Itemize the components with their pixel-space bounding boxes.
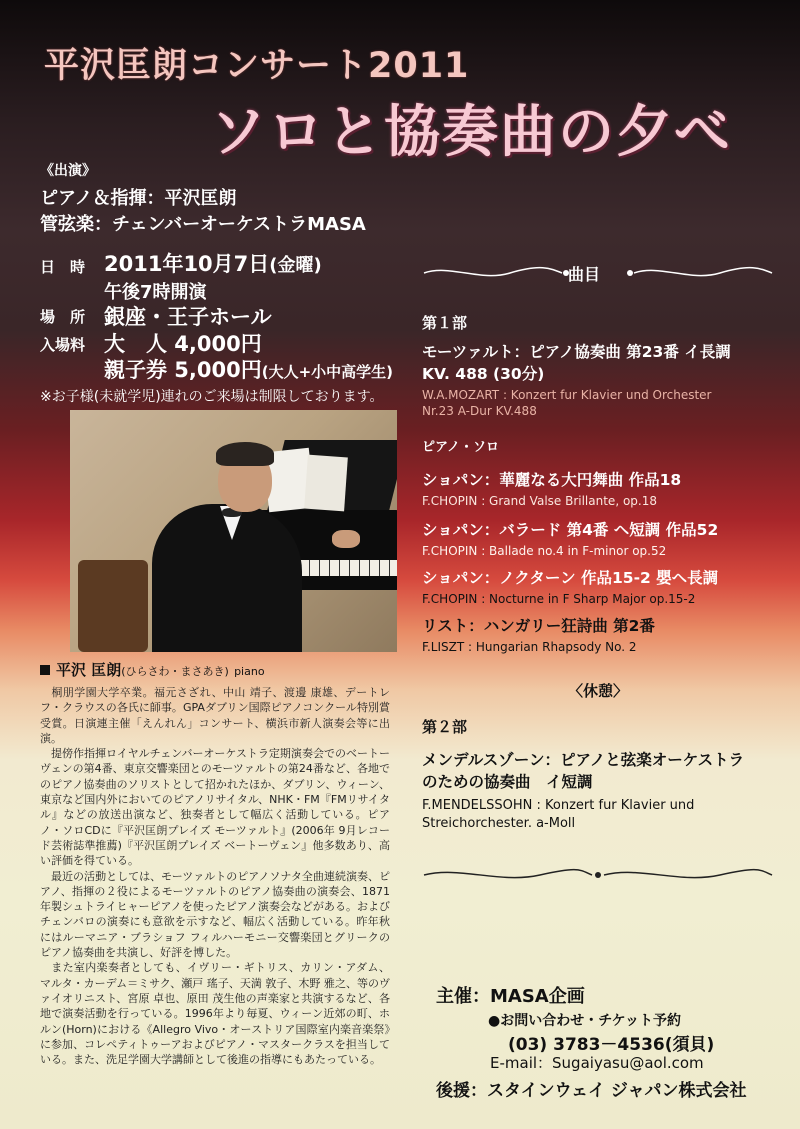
solo-work-1-roman: F.CHOPIN : Grand Valse Brillante, op.18 xyxy=(422,494,657,508)
fee-label: 入場料 xyxy=(40,336,86,354)
fee-adult: 大 人 4,000円 xyxy=(104,332,262,356)
concert-time: 午後7時開演 xyxy=(104,282,207,303)
sponsor: 後援：スタインウェイ ジャパン株式会社 xyxy=(436,1081,747,1101)
solo-work-4: リスト：ハンガリー狂詩曲 第2番 xyxy=(422,617,655,635)
concert-subtitle: ソロと協奏曲の夕べ xyxy=(210,99,732,165)
bio-text: 桐朋学園大学卒業。福元さざれ、中山 靖子、渡邊 康雄、デートレフ・クラウスの各氏に師事。GPAダブリン国際ピアノコンクール特別賞受賞。日演連主催「えんれん」コンサート、横浜市新人演奏会等に出演。 提傍作指揮ロイヤルチェンバーオーケストラ定期演奏会でのベートーヴェンの第4番、東京交響楽団とのモーツァルトの第24番など、各地でのピアノ協奏曲のソリストとして招かれたほか、ダブリン、ウィーン、東京など国内外においてのピアノリサイタル、NHK・FM『FMリサイタル』などの放送出演など、独奏者として幅広く活動している。ピアノ・ソロCDに『平沢匡朗プレイズ モーツァルト』(2006年 9月レコード芸術誌準推薦)『平沢匡朗プレイズ ベートーヴェン』他多数あり、高い評価を得ている。 最近の活動としては、モーツァルトのピアノソナタ全曲連続演奏、ピアノ、指揮の２役によるモーツァルトのピアノ協奏曲の演奏会、1871年製シュトライヒャーピアノを使ったピアノ演奏会などがある。およびチェンバロの演奏にも意欲を示すなど、幅広く活動している。昨年秋にはルーマニア・ブラショフ フィルハーモニー交響楽団とグリークのピアノ協奏曲を共演し、好評を博した。 また室内楽奏者としても、イヴリー・ギトリス、カリン・アダム、マルタ・カーデム＝ミサク、瀬戸 瑤子、天満 敦子、木野 雅之、等のヴァイオリニスト、宮原 卓也、原田 茂生他の声楽家と共演するなど、各地で演奏活動を行っている。1996年より毎夏、ウィーン近郊の町、ホルン(Horn)における《Allegro Vivo・オーストリア国際室内楽音楽祭》に参加、コレペティトゥーアおよびピアノ・マスタークラスを担当している。また、洗足学園大学講師として後進の指導にもあたっている。 xyxy=(40,686,390,1067)
p1-work-line1: モーツァルト：ピアノ協奏曲 第23番 イ長調 xyxy=(422,343,731,361)
p1-roman-line2: Nr.23 A-Dur KV.488 xyxy=(422,404,537,418)
solo-work-4-roman: F.LISZT : Hungarian Rhapsody No. 2 xyxy=(422,640,637,654)
contact-email: E-mail：Sugaiyasu@aol.com xyxy=(490,1054,704,1072)
part1-heading: 第１部 xyxy=(422,314,468,332)
solo-work-3: ショパン：ノクターン 作品15-2 嬰ヘ長調 xyxy=(422,569,719,587)
solo-work-3-roman: F.CHOPIN : Nocturne in F Sharp Major op.15-2 xyxy=(422,592,696,606)
bio-heading xyxy=(40,659,265,680)
performer-orchestra: 管弦楽：チェンバーオーケストラMASA xyxy=(40,214,366,235)
program-title: 曲目 xyxy=(568,265,601,284)
concert-weekday: (金曜) xyxy=(269,255,322,276)
p2-work-line1: メンデルスゾーン：ピアノと弦楽オーケストラ xyxy=(422,751,745,769)
contact-phone-name: (須貝) xyxy=(664,1035,715,1055)
solo-work-1: ショパン：華麗なる大円舞曲 作品18 xyxy=(422,471,682,489)
solo-work-2: ショパン：バラード 第4番 ヘ短調 作品52 xyxy=(422,521,719,539)
fee-family-note: (大人+小中高学生) xyxy=(261,363,394,381)
p2-roman-line2: Streichorchester. a-Moll xyxy=(422,816,576,831)
p2-work-line2: のための協奏曲 イ短調 xyxy=(422,773,593,791)
square-bullet-icon xyxy=(40,665,50,675)
performers-heading: 《出演》 xyxy=(40,163,96,179)
intermission: 〈休憩〉 xyxy=(568,682,629,700)
solo-work-2-roman: F.CHOPIN : Ballade no.4 in F-minor op.52 xyxy=(422,544,667,558)
bio-instrument: piano xyxy=(234,665,265,678)
child-notice: ※お子様(未就学児)連れのご来場は制限しております。 xyxy=(40,389,384,405)
concert-series-title: 平沢匡朗コンサート2011 xyxy=(44,46,470,86)
pianist-photo xyxy=(70,410,397,652)
date-block xyxy=(104,248,322,278)
fee-family-block xyxy=(104,354,393,384)
concert-date: 2011年10月7日 xyxy=(104,252,270,276)
bio-name: 平沢 匡朗 xyxy=(56,661,122,679)
photo-pianist-body xyxy=(152,504,302,652)
p1-work-line2: KV. 488 (30分) xyxy=(422,365,545,383)
bio-name-kana: (ひらさわ・まさあき) xyxy=(121,665,229,678)
p1-roman-line1: W.A.MOZART : Konzert fur Klavier und Orchester xyxy=(422,388,712,402)
date-label: 日 時 xyxy=(40,258,86,276)
solo-heading: ピアノ・ソロ xyxy=(422,440,499,455)
fee-family: 親子券 5,000円 xyxy=(104,358,262,382)
part2-heading: 第２部 xyxy=(422,718,468,736)
concert-venue: 銀座・王子ホール xyxy=(104,305,272,329)
organizer-host: 主催：MASA企画 xyxy=(436,986,585,1007)
contact-phone: (03) 3783－4536 xyxy=(508,1035,665,1055)
photo-sheet-music-2 xyxy=(304,455,348,512)
contact-heading: ●お問い合わせ・チケット予約 xyxy=(488,1013,681,1029)
performer-piano-conductor: ピアノ＆指揮：平沢匡朗 xyxy=(40,188,237,209)
photo-chair xyxy=(78,560,148,652)
photo-pianist-hand xyxy=(332,530,360,548)
ornament-bottom-icon xyxy=(420,864,776,886)
venue-label: 場 所 xyxy=(40,308,86,326)
photo-pianist-hair xyxy=(216,442,274,466)
p2-roman-line1: F.MENDELSSOHN : Konzert fur Klavier und xyxy=(422,798,695,813)
